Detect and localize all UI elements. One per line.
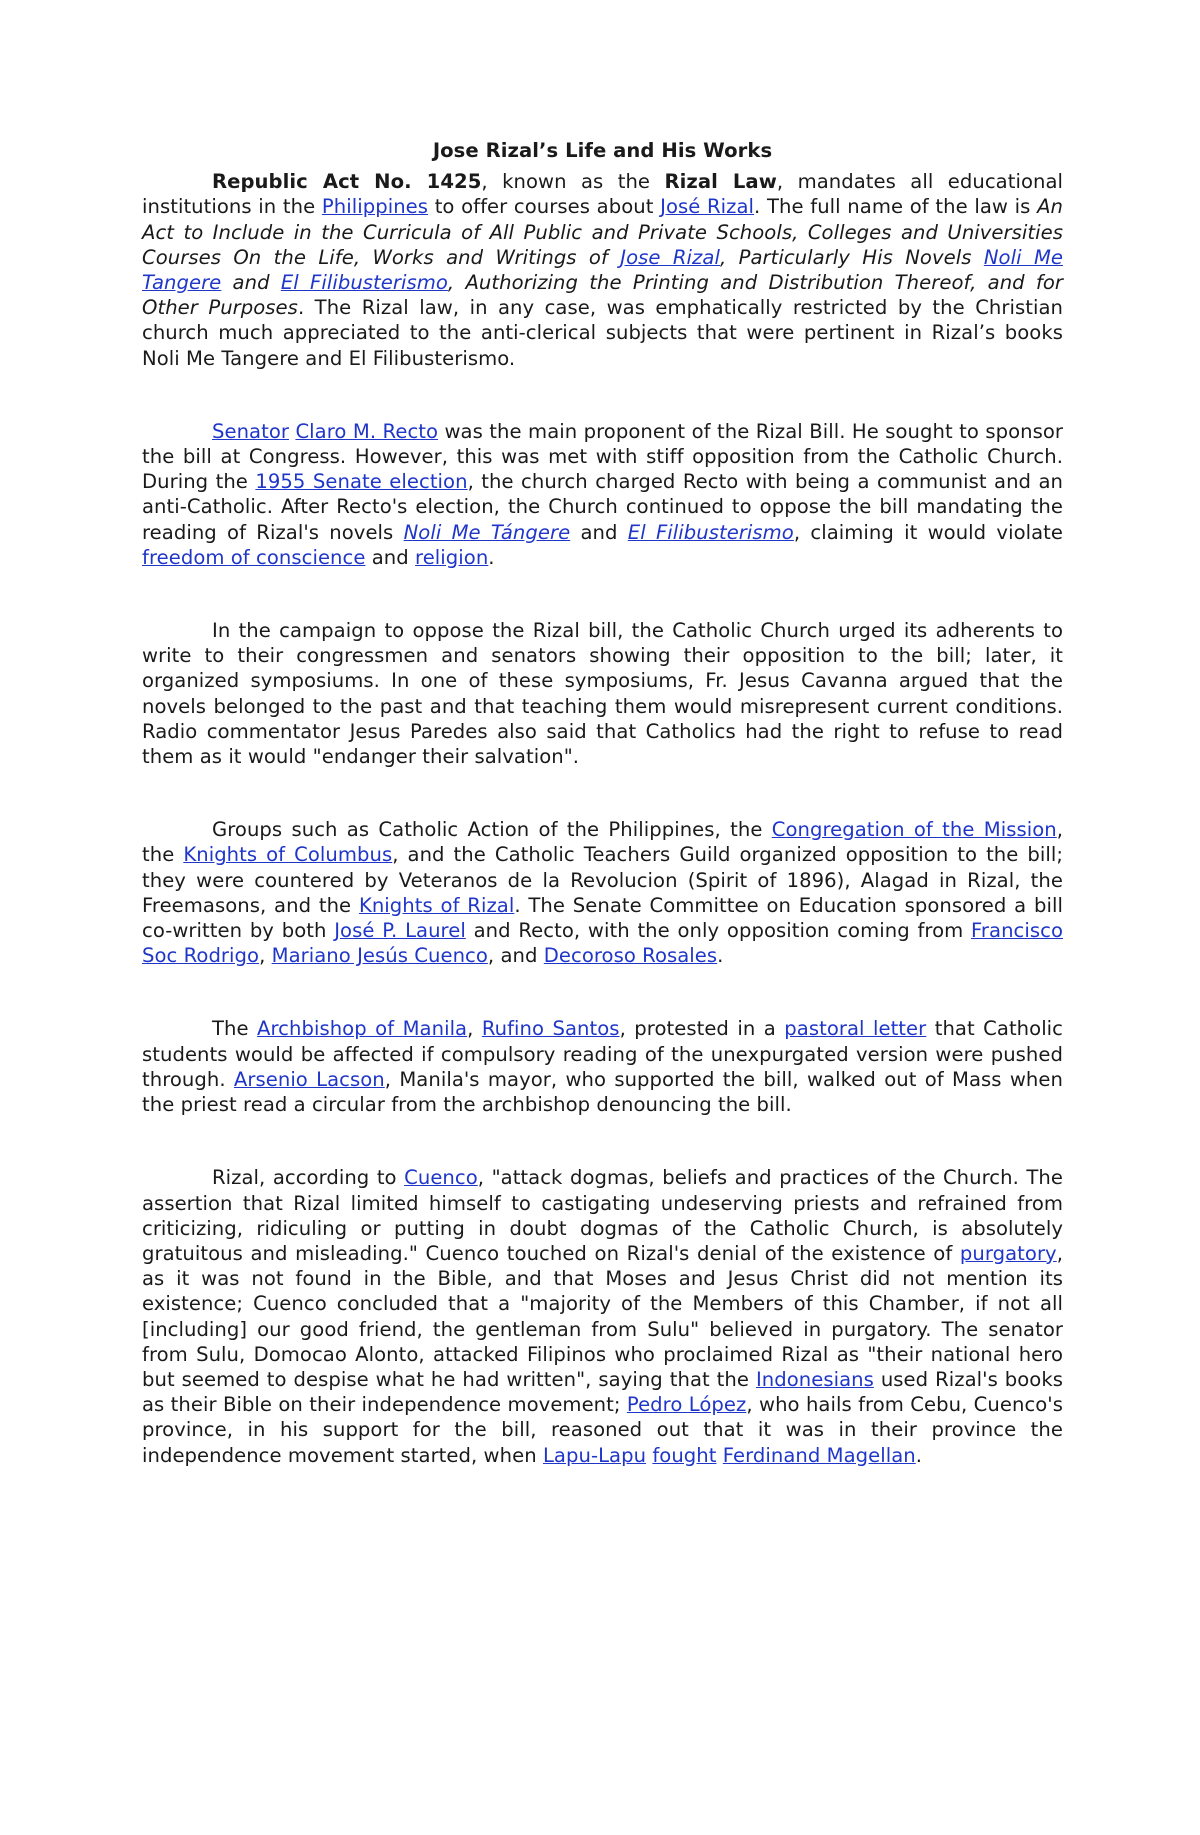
text-span: . — [915, 1443, 923, 1467]
text-span: , mandates all educational institutions in the — [142, 170, 1064, 219]
link-knights-of-columbus[interactable]: Knights of Columbus — [183, 843, 393, 867]
link-congregation-of-the-mission[interactable]: Congregation of the Mission — [771, 818, 1057, 842]
link-claro-recto[interactable]: Claro M. Recto — [295, 419, 439, 443]
text-span: , protested in a — [619, 1017, 785, 1041]
link-pastoral-letter[interactable]: pastoral letter — [784, 1017, 927, 1041]
link-senator[interactable]: Senator — [212, 419, 289, 443]
link-pedro-lopez[interactable]: Pedro López — [626, 1393, 747, 1417]
text-span: that Catholic students would be affected if compulsory reading of the unexpurgated version were pushed through. — [142, 1017, 1063, 1091]
link-noli-me-tangere[interactable]: Noli Me Tangere — [142, 245, 1064, 295]
text-span: , known as the — [481, 170, 665, 194]
text-span: , the church charged Recto with being a communist and an anti-Catholic. After Recto's election, the Church continued to oppose the bill mandating the reading of Rizal's novels — [142, 470, 1063, 544]
text-span: , Manila's mayor, who supported the bill, walked out of Mass when the priest read a circular from the archbishop denouncing the bill. — [142, 1067, 1063, 1117]
link-knights-of-rizal[interactable]: Knights of Rizal — [358, 893, 515, 917]
text-span: and Recto, with the only opposition coming from — [465, 919, 972, 943]
link-mariano-jesus-cuenco[interactable]: Mariano Jesús Cuenco — [271, 944, 488, 968]
link-purgatory[interactable]: purgatory — [959, 1241, 1057, 1265]
paragraph-groups — [142, 817, 1063, 968]
link-religion[interactable]: religion — [415, 545, 489, 569]
link-indonesians[interactable]: Indonesians — [755, 1367, 874, 1391]
paragraph-cuenco — [142, 1165, 1063, 1467]
document-title: Jose Rizal’s Life and His Works — [432, 139, 773, 162]
paragraph-archbishop — [142, 1016, 1063, 1117]
text-span: Groups such as Catholic Action of the Philippines, the — [212, 818, 772, 842]
text-span: . The Senate Committee on Education sponsored a bill co-written by both — [142, 893, 1063, 943]
text-span: An Act to Include in the Curricula of All Public and Private Schools, Colleges and Universities Courses On the Life, Works and Writings of — [142, 195, 1063, 269]
link-freedom-of-conscience[interactable]: freedom of conscience — [142, 545, 366, 569]
link-philippines[interactable]: Philippines — [321, 195, 429, 219]
link-archbishop-of-manila[interactable]: Archbishop of Manila — [257, 1017, 468, 1041]
text-span: , who hails from Cebu, Cuenco's province, in his support for the bill, reasoned out that it was in their province the independence movement started, when — [142, 1393, 1064, 1467]
text-span: , — [467, 1017, 482, 1041]
italic-noli — [404, 521, 571, 544]
paragraph-rizal-law — [142, 169, 1063, 371]
text-span: , Authorizing the Printing and Distribution Thereof, and for Other Purposes — [142, 271, 1064, 320]
text-span: used Rizal's books as their Bible on their independence movement; — [142, 1367, 1063, 1417]
link-fought[interactable]: fought — [652, 1443, 717, 1467]
link-lapu-lapu[interactable]: Lapu-Lapu — [542, 1443, 647, 1467]
link-jose-rizal-2[interactable]: Jose Rizal — [620, 245, 720, 269]
text-span: , the — [142, 818, 1063, 867]
link-arsenio-lacson[interactable]: Arsenio Lacson — [233, 1067, 385, 1091]
italic-fili — [628, 521, 794, 544]
bold-law-name: Rizal Law — [664, 170, 777, 194]
text-span: and — [221, 271, 281, 295]
link-francisco-soc-rodrigo[interactable]: Francisco Soc Rodrigo — [142, 919, 1063, 968]
text-span: , as it was not found in the Bible, and that Moses and Jesus Christ did not mention its existence; Cuenco concluded that a "majority of the Members of this Chamber, if not all [including] our good friend, the gentleman from Sulu" believed in purgatory. The senator from Sulu, Domocao Alonto, attacked Filipinos who proclaimed Rizal as "their national hero but seemed to despise what he had written", saying that the — [142, 1241, 1063, 1391]
link-jose-rizal[interactable]: José Rizal — [660, 195, 755, 219]
text-span: , Particularly His Novels — [719, 245, 984, 269]
text-span: . — [488, 545, 495, 569]
link-rufino-santos[interactable]: Rufino Santos — [481, 1017, 620, 1041]
link-el-filibusterismo[interactable]: El Filibusterismo — [280, 271, 448, 295]
paragraph-recto — [142, 419, 1063, 570]
link-1955-senate-election[interactable]: 1955 Senate election — [255, 470, 468, 494]
document-body — [142, 138, 1063, 1468]
text-span: , and — [487, 944, 544, 968]
text-span: . The full name of the law is — [754, 195, 1038, 219]
link-jose-p-laurel[interactable]: José P. Laurel — [334, 919, 466, 943]
text-span: , "attack dogmas, beliefs and practices of the Church. The assertion that Rizal limited himself to castigating undeserving priests and refrained from criticizing, ridiculing or putting in doubt dogmas of the Catholic Church, is absolutely gratuitous and misleading." Cuenco touched on Rizal's denial of the existence of — [142, 1166, 1063, 1265]
text-span: and — [570, 520, 628, 544]
link-ferdinand-magellan[interactable]: Ferdinand Magellan — [722, 1443, 916, 1467]
text-span: . — [717, 944, 724, 968]
text-span: to offer courses about — [428, 195, 661, 219]
text-span: Rizal, according to — [212, 1166, 405, 1190]
text-span: , claiming it would violate — [793, 520, 1063, 544]
text-span: The — [212, 1017, 258, 1041]
text-span: , and the Catholic Teachers Guild organized opposition to the bill; they were countered by Veteranos de la Revolucion (Spirit of 1896), Alagad in Rizal, the Freemasons, and the — [142, 843, 1064, 917]
text-span: , — [259, 944, 272, 968]
text-span: and — [365, 545, 416, 569]
link-el-filibusterismo-2[interactable]: El Filibusterismo — [627, 520, 794, 544]
text-span: . The Rizal law, in any case, was emphatically restricted by the Christian church much appreciated to the anti-clerical subjects that were pertinent in Rizal’s books Noli Me Tangere and El Filibusterismo. — [142, 296, 1064, 370]
link-decoroso-rosales[interactable]: Decoroso Rosales — [543, 944, 718, 968]
link-cuenco[interactable]: Cuenco — [404, 1166, 478, 1190]
paragraph-campaign: In the campaign to oppose the Rizal bill, the Catholic Church urged its adherents to write to their congressmen and senators showing their opposition to the bill; later, it organized symposiums. In one of these symposiums, Fr. Jesus Cavanna argued that the novels belonged to the past and that teaching them would misrepresent current conditions. Radio commentator Jesus Paredes also said that Catholics had the right to refuse to read them as it would "endanger their salvation". — [142, 619, 1063, 769]
link-noli-me-tangere-2[interactable]: Noli Me Tángere — [403, 520, 571, 544]
bold-law-number: Republic Act No. 1425 — [212, 170, 482, 194]
text-span: was the main proponent of the Rizal Bill. He sought to sponsor the bill at Congress. However, this was met with stiff opposition from the Catholic Church. During the — [142, 419, 1063, 494]
